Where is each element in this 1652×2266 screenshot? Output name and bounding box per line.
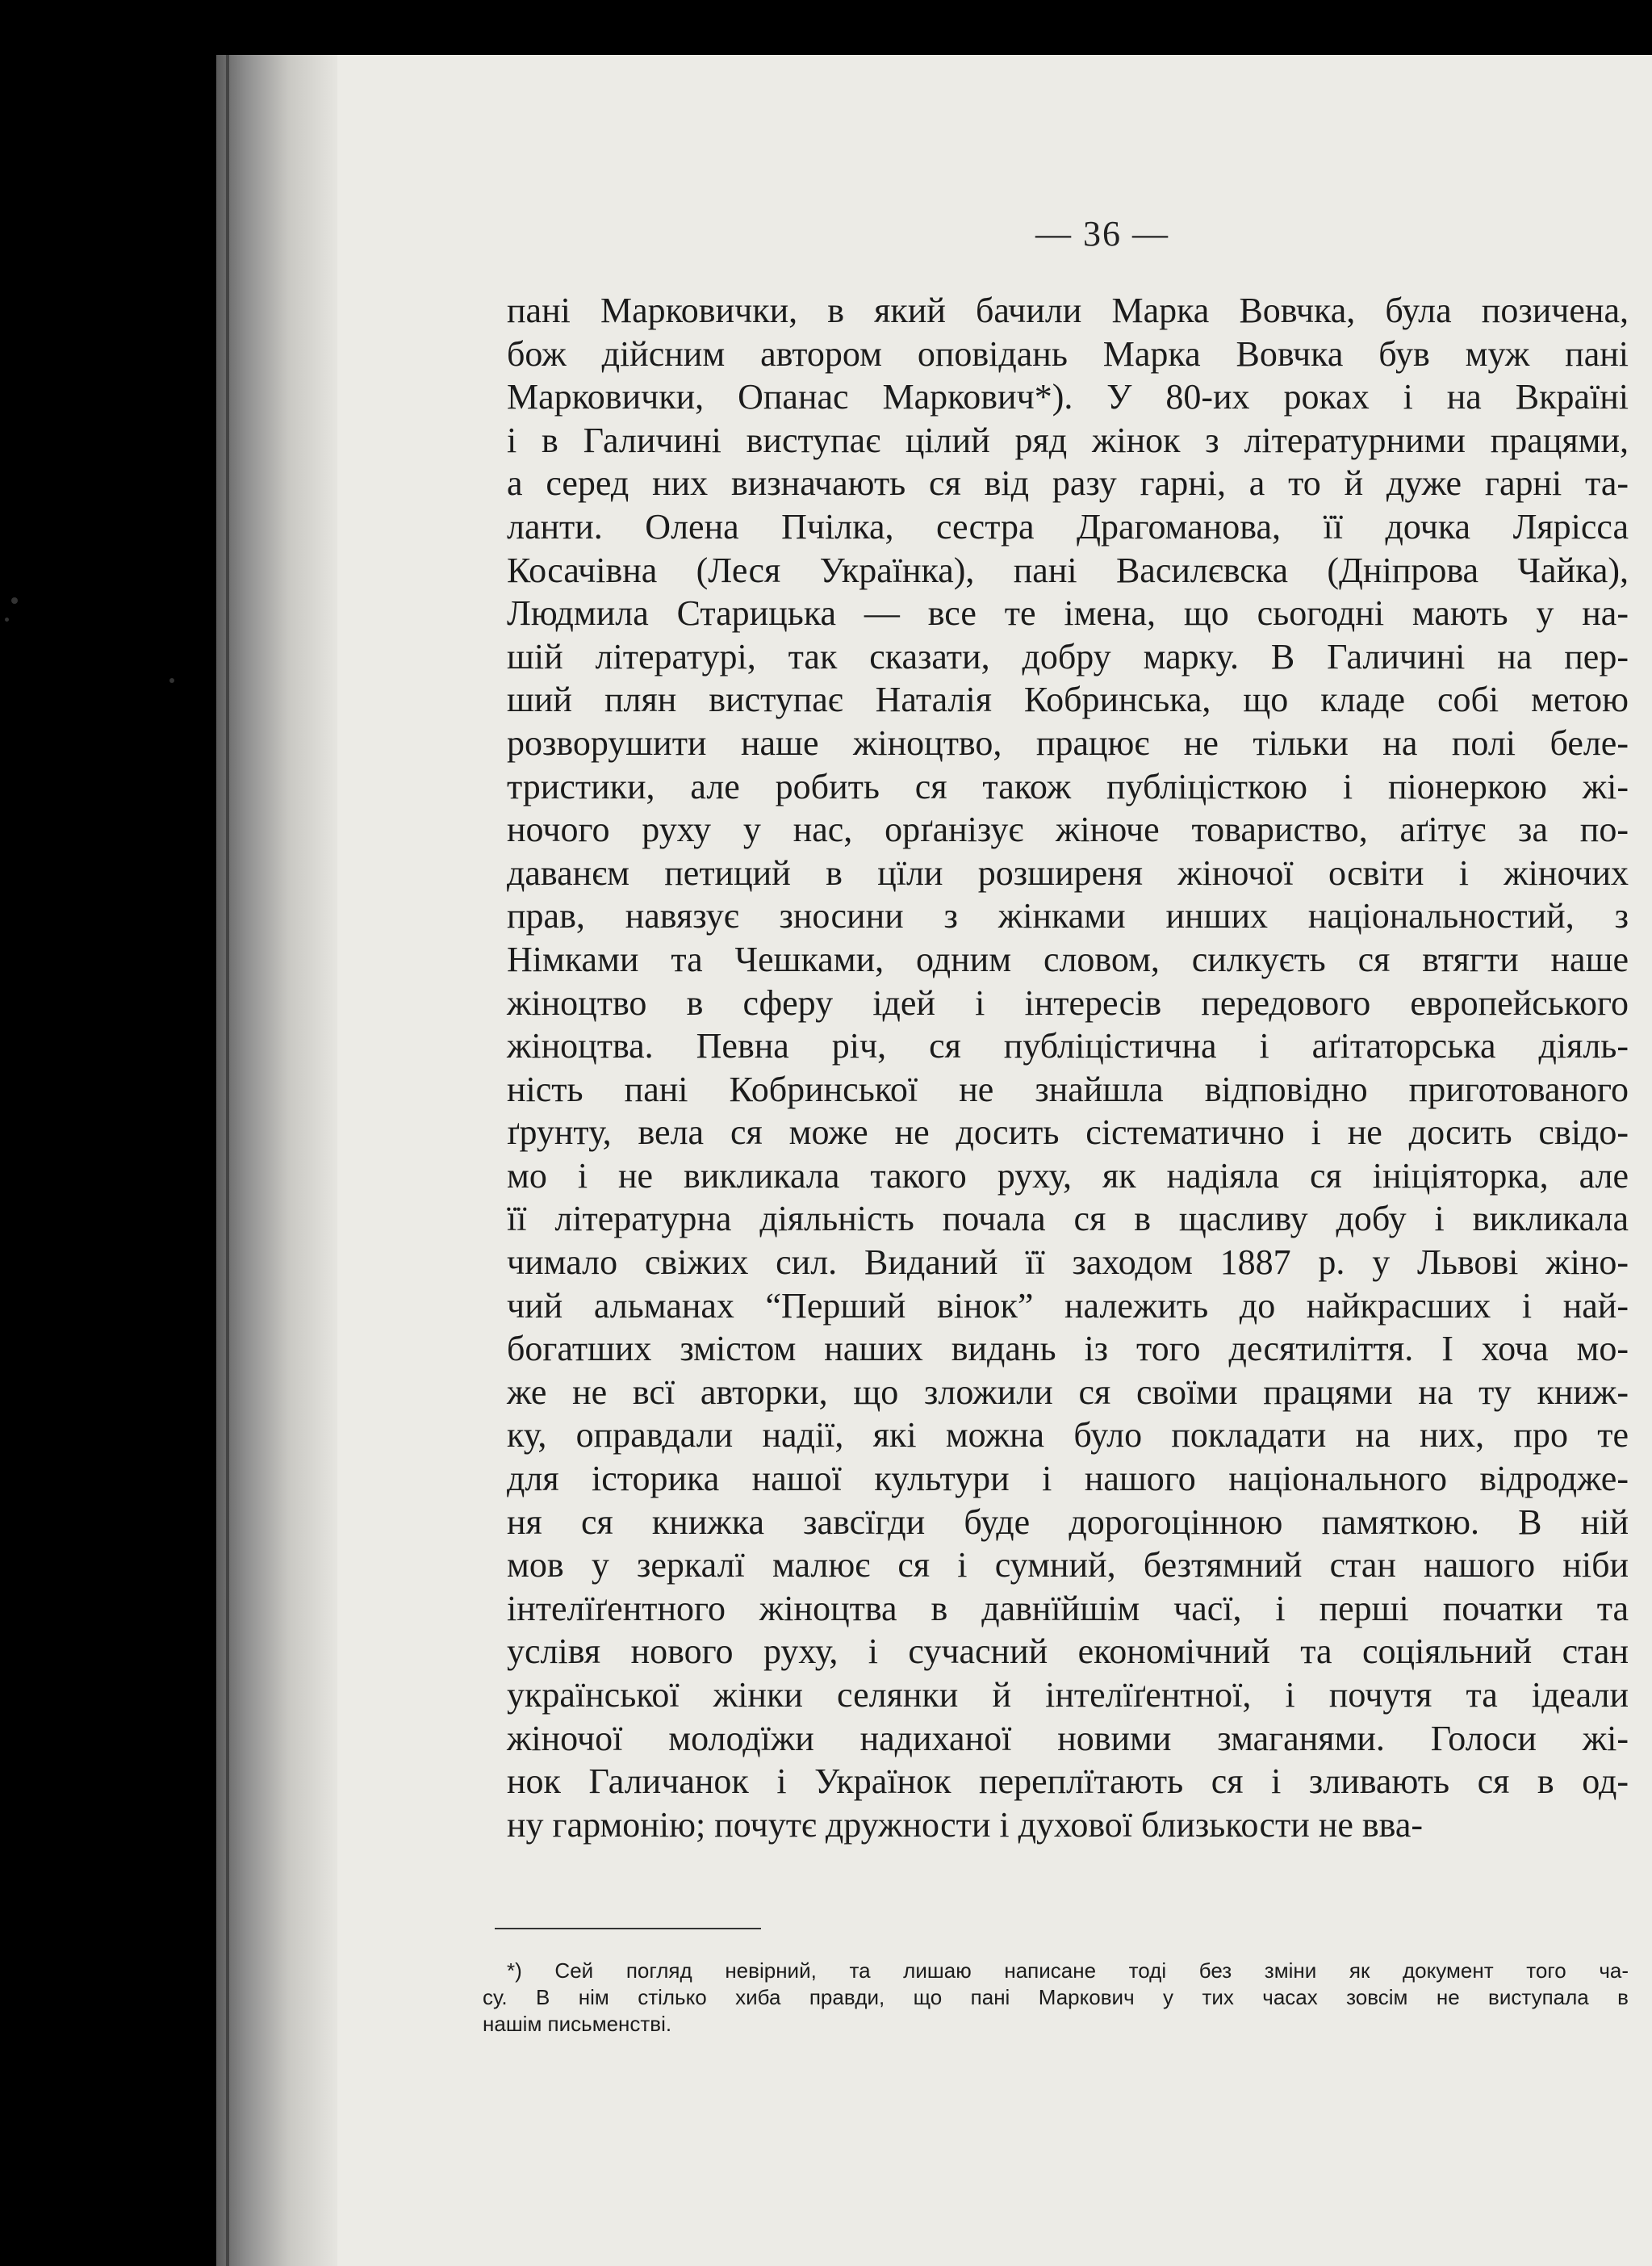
body-line: її літературна діяльність почала ся в щасливу добу і викликала	[507, 1199, 1629, 1239]
body-line: жіноцтво в сферу ідей і інтересів передового европейського	[507, 982, 1629, 1023]
body-line: розворушити наше жіноцтво, працює не тільки на полі беле-	[507, 723, 1629, 763]
body-line: тристики, але робить ся також публіцісткою і піонеркою жі-	[507, 766, 1629, 806]
body-line: Марковички, Опанас Маркович*). У 80-их роках і на Вкраїні	[507, 377, 1629, 417]
body-line: богатших змістом наших видань із того десятиліття. І хоча мо-	[507, 1329, 1629, 1369]
body-line: пані Марковички, в який бачили Марка Вовчка, була позичена,	[507, 291, 1629, 330]
body-line: і в Галичині виступає цілий ряд жінок з літературними працями,	[507, 420, 1629, 460]
body-line: шій літературі, так сказати, добру марку. В Галичині на пер-	[507, 636, 1629, 676]
body-line: прав, навязує зносини з жінками инших національностий, з	[507, 896, 1629, 936]
body-line: для історика нашої культури і нашого національного відродже-	[507, 1459, 1629, 1499]
body-line: Німками та Чешками, одним словом, силкуєть ся втягти наше	[507, 939, 1629, 979]
scanned-page	[216, 55, 1652, 2266]
footnote	[483, 1958, 1629, 2038]
body-line: інтелїґентного жіноцтва в давнїйшім часї, і перші початки та	[507, 1588, 1629, 1628]
body-line: мо і не викликала такого руху, як надіяла ся ініціяторка, але	[507, 1155, 1629, 1196]
body-line: чимало свіжих сил. Виданий її заходом 1887 р. у Львові жіно-	[507, 1242, 1629, 1283]
body-line: жіночої молодїжи надиханої новими змаганями. Голоси жі-	[507, 1718, 1629, 1758]
body-line: Косачівна (Леся Українка), пані Василєвска (Дніпрова Чайка),	[507, 550, 1629, 590]
footnote-line: нашім письменстві.	[483, 2012, 672, 2036]
body-line: нок Галичанок і Українок переплїтають ся і зливають ся в од-	[507, 1761, 1629, 1802]
body-line: бож дійсним автором оповідань Марка Вовчка був муж пані	[507, 333, 1629, 374]
body-line: ність пані Кобринської не знайшла відповідно приготованого	[507, 1069, 1629, 1109]
page-number: — 36 —	[1035, 214, 1169, 253]
footnote-line: *) Сей погляд невірний, та лишаю написане тоді без зміни як документ того ча-	[507, 1958, 1629, 1983]
body-line: же не всї авторки, що зложили ся своїми працями на ту книж-	[507, 1372, 1629, 1412]
body-line: жіноцтва. Певна річ, ся публіцістична і аґітаторська діяль-	[507, 1026, 1629, 1066]
body-line: ланти. Олена Пчілка, сестра Драгоманова, її дочка Лярісса	[507, 506, 1629, 547]
body-line: ший плян виступає Наталія Кобринська, що кладе собі метою	[507, 680, 1629, 720]
body-line: ночого руху у нас, орґанізує жіноче товариство, аґітує за по-	[507, 810, 1629, 850]
footnote-divider	[495, 1928, 761, 1929]
scan-speck	[169, 678, 174, 683]
scan-speck	[5, 618, 9, 622]
scan-speck	[11, 597, 18, 604]
body-line: а серед них визначають ся від разу гарні, а то й дуже гарні та-	[507, 463, 1629, 504]
body-line: даванєм петиций в цїли розширеня жіночої освіти і жіночих	[507, 852, 1629, 893]
body-line: чий альманах “Перший вінок” належить до найкрасших і най-	[507, 1285, 1629, 1326]
book-gutter-shadow	[216, 55, 337, 2266]
body-line: української жінки селянки й інтелїґентної, і почутя та ідеали	[507, 1675, 1629, 1715]
body-line: ку, оправдали надії, які можна було покладати на них, про те	[507, 1415, 1629, 1456]
body-line: ня ся книжка завсїгди буде дорогоцінною памяткою. В ній	[507, 1502, 1629, 1542]
body-line: ну гармонію; почутє дружности і духової близькости не вва-	[507, 1804, 1424, 1845]
body-line: услівя нового руху, і сучасний економічний та соціяльний стан	[507, 1631, 1629, 1672]
body-line: ґрунту, вела ся може не досить сістематично і не досить свідо-	[507, 1112, 1629, 1153]
page-edge	[226, 55, 229, 2266]
body-text	[507, 289, 1629, 1846]
body-line: мов у зеркалї малює ся і сумний, безтямний стан нашого ніби	[507, 1545, 1629, 1585]
footnote-line: су. В нім стілько хиба правди, що пані Маркович у тих часах зовсім не виступала в	[483, 1985, 1629, 2009]
body-line: Людмила Старицька — все те імена, що сьогодні мають у на-	[507, 593, 1629, 634]
